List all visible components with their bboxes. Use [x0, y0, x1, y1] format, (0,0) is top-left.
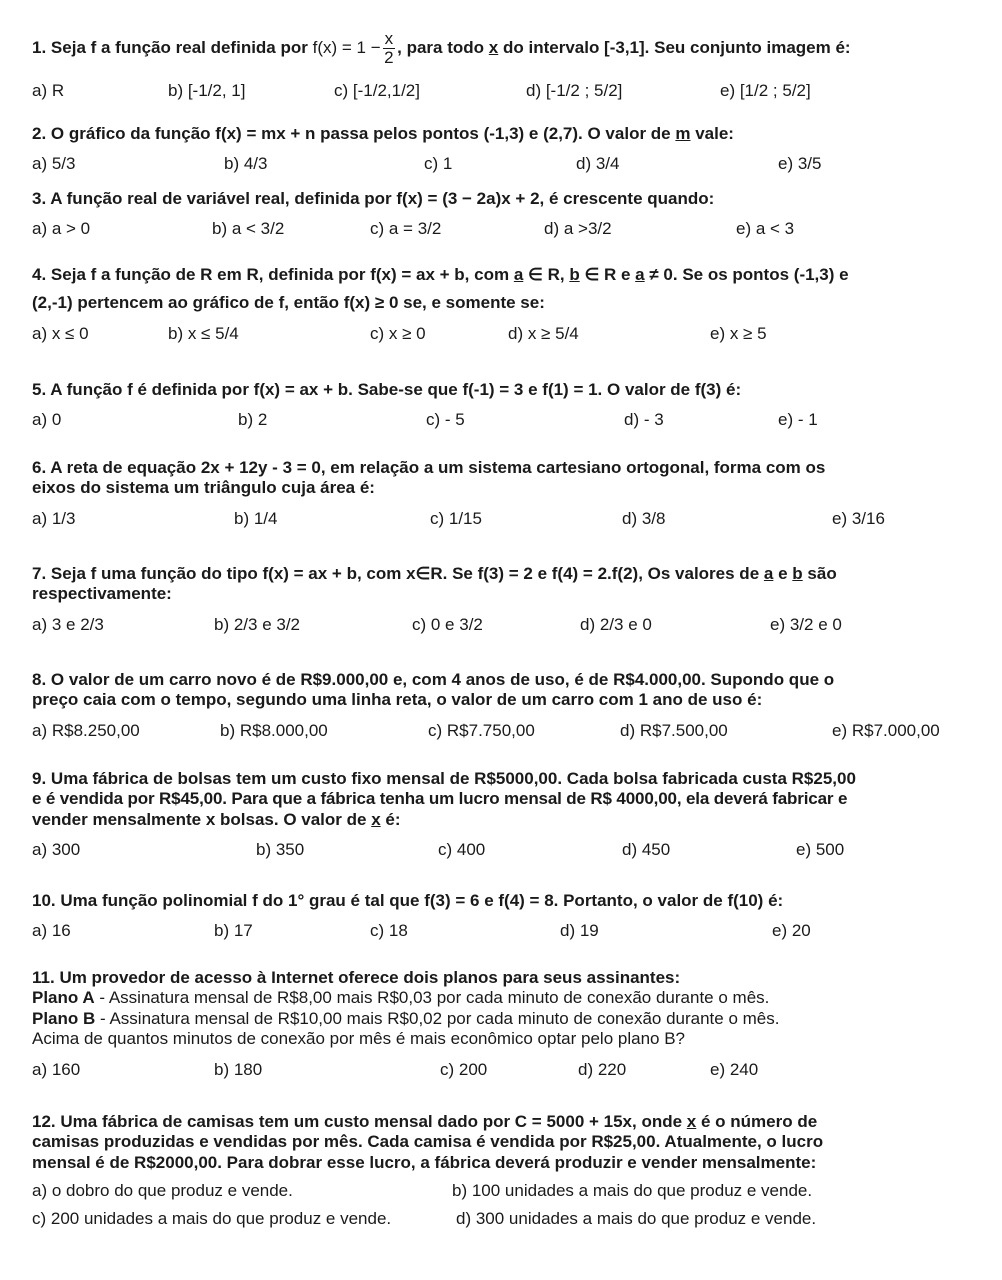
question-9-line3: vender mensalmente x bolsas. O valor de x é: [32, 809, 401, 829]
option-b[interactable]: b) 1/4 [234, 508, 278, 528]
question-12-line2: camisas produzidas e vendidas por mês. Cada camisa é vendida por R$25,00. Atualmente, o lucro [32, 1132, 824, 1152]
question-6-text [32, 458, 972, 499]
option-c[interactable]: c) [-1/2,1/2] [334, 80, 420, 100]
question-5 [32, 380, 972, 432]
option-a[interactable]: a) 5/3 [32, 154, 76, 174]
option-b[interactable]: b) 180 [214, 1059, 263, 1079]
option-c[interactable]: c) x ≥ 0 [370, 323, 426, 343]
option-d[interactable]: d) a >3/2 [544, 219, 612, 239]
question-1 [32, 30, 972, 103]
option-c[interactable]: c) R$7.750,00 [428, 720, 535, 740]
option-d[interactable]: d) 3/8 [622, 508, 666, 528]
option-b[interactable]: b) 350 [256, 840, 305, 860]
option-d[interactable]: d) R$7.500,00 [620, 720, 728, 740]
question-6-line1: 6. A reta de equação 2x + 12y - 3 = 0, em relação a um sistema cartesiano ortogonal, forma com os [32, 458, 826, 477]
option-a[interactable]: a) 160 [32, 1059, 81, 1079]
option-d[interactable]: d) [-1/2 ; 5/2] [526, 80, 623, 100]
option-e[interactable]: e) [1/2 ; 5/2] [720, 80, 811, 100]
option-b[interactable]: b) R$8.000,00 [220, 720, 328, 740]
question-7-text: 7. Seja f uma função do tipo f(x) = ax + b, com x∈R. Se f(3) = 2 e f(4) = 2.f(2), Os valores de a e b são [32, 564, 837, 583]
option-e[interactable]: e) 20 [772, 921, 811, 941]
option-a[interactable]: a) o dobro do que produz e vende. [32, 1181, 293, 1201]
option-e[interactable]: e) - 1 [778, 410, 818, 430]
question-7-text-line2: respectivamente: [32, 584, 172, 604]
option-d[interactable]: d) x ≥ 5/4 [508, 323, 579, 343]
question-3-text: 3. A função real de variável real, definida por f(x) = (3 − 2a)x + 2, é crescente quando: [32, 189, 715, 208]
option-c[interactable]: c) 200 unidades a mais do que produz e vende. [32, 1209, 392, 1229]
option-d[interactable]: d) 300 unidades a mais do que produz e vende. [456, 1209, 817, 1229]
option-b[interactable]: b) 4/3 [224, 154, 268, 174]
option-c[interactable]: c) 1 [424, 154, 453, 174]
question-12-line1: 12. Uma fábrica de camisas tem um custo mensal dado por C = 5000 + 15x, onde x é o número de [32, 1112, 818, 1131]
option-a[interactable]: a) a > 0 [32, 219, 91, 239]
options-12-row2 [32, 1209, 972, 1231]
option-e[interactable]: e) 3/5 [778, 154, 822, 174]
question-2-text: 2. O gráfico da função f(x) = mx + n passa pelos pontos (-1,3) e (2,7). O valor de m vale: [32, 124, 734, 143]
plan-a [32, 988, 972, 1008]
question-9-line1: 9. Uma fábrica de bolsas tem um custo fixo mensal de R$5000,00. Cada bolsa fabricada custa R$25,00 [32, 769, 856, 788]
question-9 [32, 769, 972, 862]
option-a[interactable]: a) R [32, 80, 65, 100]
options-1 [32, 81, 972, 103]
question-8-line2: preço caia com o tempo, segundo uma linha reta, o valor de um carro com 1 ano de uso é: [32, 690, 763, 710]
options-11 [32, 1060, 972, 1082]
option-b[interactable]: b) 17 [214, 921, 253, 941]
option-b[interactable]: b) a < 3/2 [212, 219, 285, 239]
option-a[interactable]: a) 300 [32, 840, 81, 860]
option-c[interactable]: c) 18 [370, 921, 408, 941]
option-e[interactable]: e) 3/2 e 0 [770, 614, 842, 634]
question-6-line2: eixos do sistema um triângulo cuja área é: [32, 478, 375, 498]
plan-a-label: Plano A [32, 988, 95, 1008]
question-1-text: 1. Seja f a função real definida por f(x) = 1 − $\frac{x}{2}$ , para todo x do intervalo [-3,1]. Seu conjunto imagem é: [32, 29, 851, 67]
question-4-text-line2: (2,-1) pertencem ao gráfico de f, então f(x) ≥ 0 se, e somente se: [32, 293, 545, 313]
option-b[interactable]: b) 100 unidades a mais do que produz e vende. [452, 1181, 813, 1201]
options-6 [32, 509, 972, 531]
option-e[interactable]: e) R$7.000,00 [832, 720, 940, 740]
plan-b-text: - Assinatura mensal de R$10,00 mais R$0,02 por cada minuto de conexão durante o mês. [95, 1008, 780, 1028]
option-c[interactable]: c) 0 e 3/2 [412, 614, 483, 634]
option-a[interactable]: a) 1/3 [32, 508, 76, 528]
option-e[interactable]: e) 3/16 [832, 508, 885, 528]
question-10-text: 10. Uma função polinomial f do 1° grau é tal que f(3) = 6 e f(4) = 8. Portanto, o valor de f(10) é: [32, 891, 784, 910]
options-8 [32, 721, 972, 743]
question-9-text [32, 769, 972, 830]
option-b[interactable]: b) 2 [238, 410, 268, 430]
options-5 [32, 410, 972, 432]
option-d[interactable]: d) 2/3 e 0 [580, 614, 652, 634]
plan-b-label: Plano B [32, 1008, 96, 1028]
question-10 [32, 891, 972, 943]
option-e[interactable]: e) 240 [710, 1059, 759, 1079]
question-11-prompt: Acima de quantos minutos de conexão por mês é mais econômico optar pelo plano B? [32, 1029, 685, 1049]
options-3 [32, 219, 972, 241]
question-9-line2: e é vendida por R$45,00. Para que a fábrica tenha um lucro mensal de R$ 4000,00, ela deverá fabricar e [32, 789, 848, 809]
option-c[interactable]: c) - 5 [426, 410, 465, 430]
question-12-line3: mensal é de R$2000,00. Para dobrar esse lucro, a fábrica deverá produzir e vender mensalmente: [32, 1152, 817, 1172]
plan-a-text: - Assinatura mensal de R$8,00 mais R$0,03 por cada minuto de conexão durante o mês. [94, 988, 770, 1008]
options-2 [32, 154, 972, 176]
question-3 [32, 189, 972, 241]
option-d[interactable]: d) 450 [622, 840, 671, 860]
question-7 [32, 564, 972, 637]
question-12 [32, 1112, 972, 1231]
question-11-text: 11. Um provedor de acesso à Internet oferece dois planos para seus assinantes: [32, 968, 681, 987]
option-d[interactable]: d) 19 [560, 921, 599, 941]
option-a[interactable]: a) 0 [32, 410, 62, 430]
options-10 [32, 921, 972, 943]
question-8 [32, 670, 972, 743]
option-c[interactable]: c) a = 3/2 [370, 219, 442, 239]
question-2 [32, 124, 972, 176]
option-b[interactable]: b) 2/3 e 3/2 [214, 614, 301, 634]
question-4-text: 4. Seja f a função de R em R, definida por f(x) = ax + b, com a ∈ R, b ∈ R e a ≠ 0. Se os pontos (-1,3) e [32, 265, 849, 284]
option-d[interactable]: d) 3/4 [576, 154, 620, 174]
option-a[interactable]: a) 3 e 2/3 [32, 614, 104, 634]
option-c[interactable]: c) 400 [438, 840, 486, 860]
question-8-line1: 8. O valor de um carro novo é de R$9.000,00 e, com 4 anos de uso, é de R$4.000,00. Supondo que o [32, 670, 835, 689]
option-d[interactable]: d) - 3 [624, 410, 664, 430]
formula: f(x) = 1 − [312, 38, 381, 58]
options-12-row1 [32, 1181, 972, 1203]
option-a[interactable]: a) 16 [32, 921, 71, 941]
option-e[interactable]: e) a < 3 [736, 219, 795, 239]
question-4 [32, 265, 972, 346]
option-c[interactable]: c) 200 [440, 1059, 488, 1079]
option-b[interactable]: b) [-1/2, 1] [168, 80, 246, 100]
question-8-text [32, 670, 972, 711]
question-11 [32, 968, 972, 1082]
option-d[interactable]: d) 220 [578, 1059, 627, 1079]
option-a[interactable]: a) x ≤ 0 [32, 323, 89, 343]
option-a[interactable]: a) R$8.250,00 [32, 720, 140, 740]
question-12-text [32, 1112, 972, 1173]
option-e[interactable]: e) 500 [796, 840, 845, 860]
plan-b [32, 1009, 972, 1029]
options-7 [32, 615, 972, 637]
question-6 [32, 458, 972, 531]
options-4 [32, 324, 972, 346]
question-5-text: 5. A função f é definida por f(x) = ax + b. Sabe-se que f(-1) = 3 e f(1) = 1. O valor de f(3) é: [32, 380, 742, 399]
option-c[interactable]: c) 1/15 [430, 508, 482, 528]
option-e[interactable]: e) x ≥ 5 [710, 323, 767, 343]
option-b[interactable]: b) x ≤ 5/4 [168, 323, 239, 343]
fraction: $\frac{x}{2}$ [384, 29, 394, 67]
options-9 [32, 840, 972, 862]
